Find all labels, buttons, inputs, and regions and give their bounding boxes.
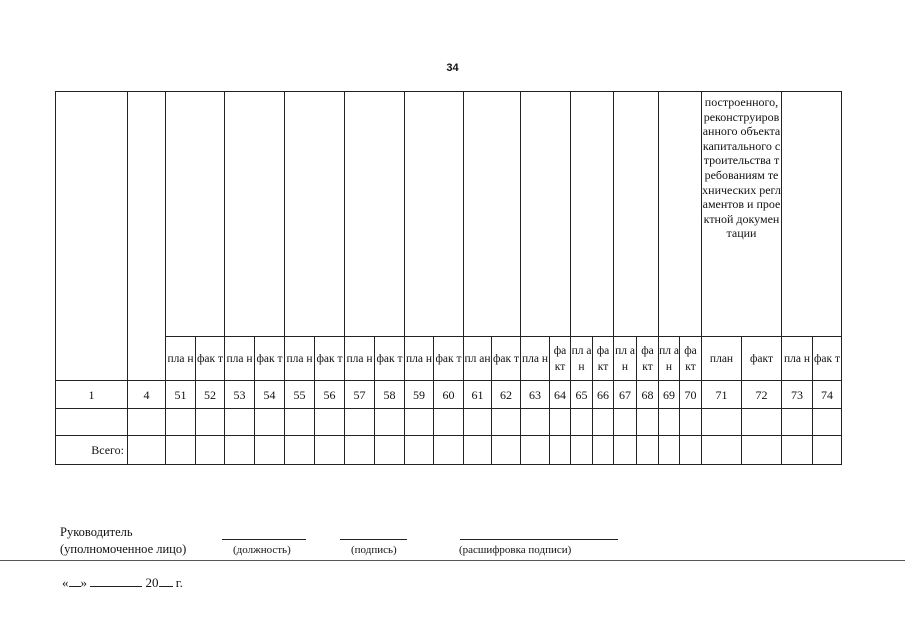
authorized-person-label: (уполномоченное лицо) bbox=[60, 542, 187, 556]
plan-fact-header: пл ан bbox=[614, 337, 637, 381]
decoding-caption: (расшифровка подписи) bbox=[459, 544, 572, 556]
data-cell bbox=[375, 409, 405, 436]
plan-fact-header: пла н bbox=[166, 337, 196, 381]
plan-fact-header: пл ан bbox=[659, 337, 680, 381]
column-number-cell: 71 bbox=[702, 381, 742, 409]
plan-fact-header: план bbox=[702, 337, 742, 381]
plan-fact-header: фа кт bbox=[550, 337, 571, 381]
plan-fact-header: фа кт bbox=[637, 337, 659, 381]
plan-fact-header: фак т bbox=[492, 337, 521, 381]
header-group-cell bbox=[464, 92, 521, 337]
plan-fact-header: пл ан bbox=[464, 337, 492, 381]
data-cell bbox=[593, 409, 614, 436]
total-cell bbox=[196, 436, 225, 465]
data-cell bbox=[225, 409, 255, 436]
column-number-cell: 4 bbox=[128, 381, 166, 409]
total-cell bbox=[521, 436, 550, 465]
plan-fact-header: фак т bbox=[315, 337, 345, 381]
header-group-cell bbox=[782, 92, 842, 337]
signature-line bbox=[340, 539, 407, 540]
total-cell bbox=[782, 436, 813, 465]
date-field bbox=[62, 575, 183, 591]
data-cell bbox=[166, 409, 196, 436]
column-number-cell: 59 bbox=[405, 381, 434, 409]
column-number-cell: 70 bbox=[680, 381, 702, 409]
month-blank bbox=[90, 586, 142, 587]
data-cell bbox=[813, 409, 842, 436]
data-cell bbox=[550, 409, 571, 436]
plan-fact-header: пла н bbox=[285, 337, 315, 381]
total-cell bbox=[375, 436, 405, 465]
year-prefix: 20 bbox=[145, 575, 159, 590]
total-cell bbox=[492, 436, 521, 465]
page-number: 34 bbox=[446, 62, 459, 74]
header-group-cell bbox=[166, 92, 225, 337]
total-cell bbox=[315, 436, 345, 465]
header-cell bbox=[128, 92, 166, 381]
data-cell bbox=[315, 409, 345, 436]
plan-fact-header: пла н bbox=[405, 337, 434, 381]
total-label: Всего: bbox=[56, 436, 128, 465]
total-cell bbox=[742, 436, 782, 465]
plan-fact-header: факт bbox=[742, 337, 782, 381]
total-cell bbox=[637, 436, 659, 465]
total-cell bbox=[702, 436, 742, 465]
total-cell bbox=[813, 436, 842, 465]
total-cell bbox=[285, 436, 315, 465]
day-blank bbox=[69, 586, 81, 587]
column-number-cell: 63 bbox=[521, 381, 550, 409]
data-cell bbox=[464, 409, 492, 436]
plan-fact-header: фак т bbox=[375, 337, 405, 381]
data-cell bbox=[614, 409, 637, 436]
plan-fact-header: фа кт bbox=[593, 337, 614, 381]
header-group-cell bbox=[225, 92, 285, 337]
column-number-cell: 51 bbox=[166, 381, 196, 409]
data-cell bbox=[56, 409, 128, 436]
total-cell bbox=[345, 436, 375, 465]
column-number-cell: 56 bbox=[315, 381, 345, 409]
column-number-cell: 68 bbox=[637, 381, 659, 409]
data-cell bbox=[405, 409, 434, 436]
column-number-cell: 54 bbox=[255, 381, 285, 409]
year-suffix: г. bbox=[175, 575, 183, 590]
header-group-cell bbox=[345, 92, 405, 337]
data-cell bbox=[637, 409, 659, 436]
header-group-cell bbox=[521, 92, 571, 337]
plan-fact-header: фак т bbox=[813, 337, 842, 381]
column-number-cell: 67 bbox=[614, 381, 637, 409]
plan-fact-header: пл ан bbox=[571, 337, 593, 381]
total-cell bbox=[255, 436, 285, 465]
column-number-cell: 55 bbox=[285, 381, 315, 409]
column-number-cell: 53 bbox=[225, 381, 255, 409]
total-cell bbox=[464, 436, 492, 465]
column-number-row bbox=[56, 381, 842, 409]
column-number-cell: 72 bbox=[742, 381, 782, 409]
total-row bbox=[56, 436, 842, 465]
compliance-description-cell: построенного, реконструированного объекта капитального строительства требованиям технических регламентов и проектной документации bbox=[702, 92, 782, 337]
plan-fact-header: пла н bbox=[521, 337, 550, 381]
plan-fact-header: пла н bbox=[225, 337, 255, 381]
plan-fact-header: фак т bbox=[434, 337, 464, 381]
data-cell bbox=[659, 409, 680, 436]
column-number-cell: 73 bbox=[782, 381, 813, 409]
data-cell bbox=[680, 409, 702, 436]
data-cell bbox=[492, 409, 521, 436]
header-row bbox=[56, 92, 842, 337]
total-cell bbox=[405, 436, 434, 465]
column-number-cell: 62 bbox=[492, 381, 521, 409]
total-cell bbox=[166, 436, 196, 465]
plan-fact-header: фак т bbox=[255, 337, 285, 381]
column-number-cell: 57 bbox=[345, 381, 375, 409]
subheader-row bbox=[56, 337, 842, 381]
header-group-cell bbox=[614, 92, 659, 337]
data-cell bbox=[128, 409, 166, 436]
column-number-cell: 61 bbox=[464, 381, 492, 409]
data-cell bbox=[571, 409, 593, 436]
total-cell bbox=[680, 436, 702, 465]
total-cell bbox=[659, 436, 680, 465]
plan-fact-header: пла н bbox=[782, 337, 813, 381]
data-cell bbox=[742, 409, 782, 436]
column-number-cell: 1 bbox=[56, 381, 128, 409]
plan-fact-header: фа кт bbox=[680, 337, 702, 381]
header-group-cell bbox=[405, 92, 464, 337]
data-cell bbox=[285, 409, 315, 436]
header-group-cell bbox=[571, 92, 614, 337]
data-cell bbox=[702, 409, 742, 436]
column-number-cell: 64 bbox=[550, 381, 571, 409]
total-cell bbox=[614, 436, 637, 465]
column-number-cell: 60 bbox=[434, 381, 464, 409]
data-cell bbox=[196, 409, 225, 436]
data-cell bbox=[782, 409, 813, 436]
column-number-cell: 52 bbox=[196, 381, 225, 409]
head-label: Руководитель bbox=[60, 525, 133, 539]
data-cell bbox=[434, 409, 464, 436]
position-line bbox=[222, 539, 306, 540]
data-cell bbox=[345, 409, 375, 436]
year-blank bbox=[159, 586, 173, 587]
header-group-cell bbox=[659, 92, 702, 337]
signature-caption: (подпись) bbox=[351, 544, 397, 556]
total-cell bbox=[550, 436, 571, 465]
data-cell bbox=[255, 409, 285, 436]
column-number-cell: 66 bbox=[593, 381, 614, 409]
close-quote: » bbox=[80, 575, 87, 590]
data-cell bbox=[521, 409, 550, 436]
decoding-line bbox=[460, 539, 618, 540]
total-cell bbox=[128, 436, 166, 465]
total-cell bbox=[225, 436, 255, 465]
total-cell bbox=[434, 436, 464, 465]
column-number-cell: 69 bbox=[659, 381, 680, 409]
column-number-cell: 58 bbox=[375, 381, 405, 409]
divider-line bbox=[0, 560, 905, 561]
position-caption: (должность) bbox=[233, 544, 291, 556]
header-group-cell bbox=[285, 92, 345, 337]
column-number-cell: 74 bbox=[813, 381, 842, 409]
plan-fact-header: пла н bbox=[345, 337, 375, 381]
column-number-cell: 65 bbox=[571, 381, 593, 409]
empty-data-row bbox=[56, 409, 842, 436]
total-cell bbox=[571, 436, 593, 465]
report-table bbox=[55, 91, 842, 465]
header-cell bbox=[56, 92, 128, 381]
total-cell bbox=[593, 436, 614, 465]
open-quote: « bbox=[62, 575, 69, 590]
plan-fact-header: фак т bbox=[196, 337, 225, 381]
